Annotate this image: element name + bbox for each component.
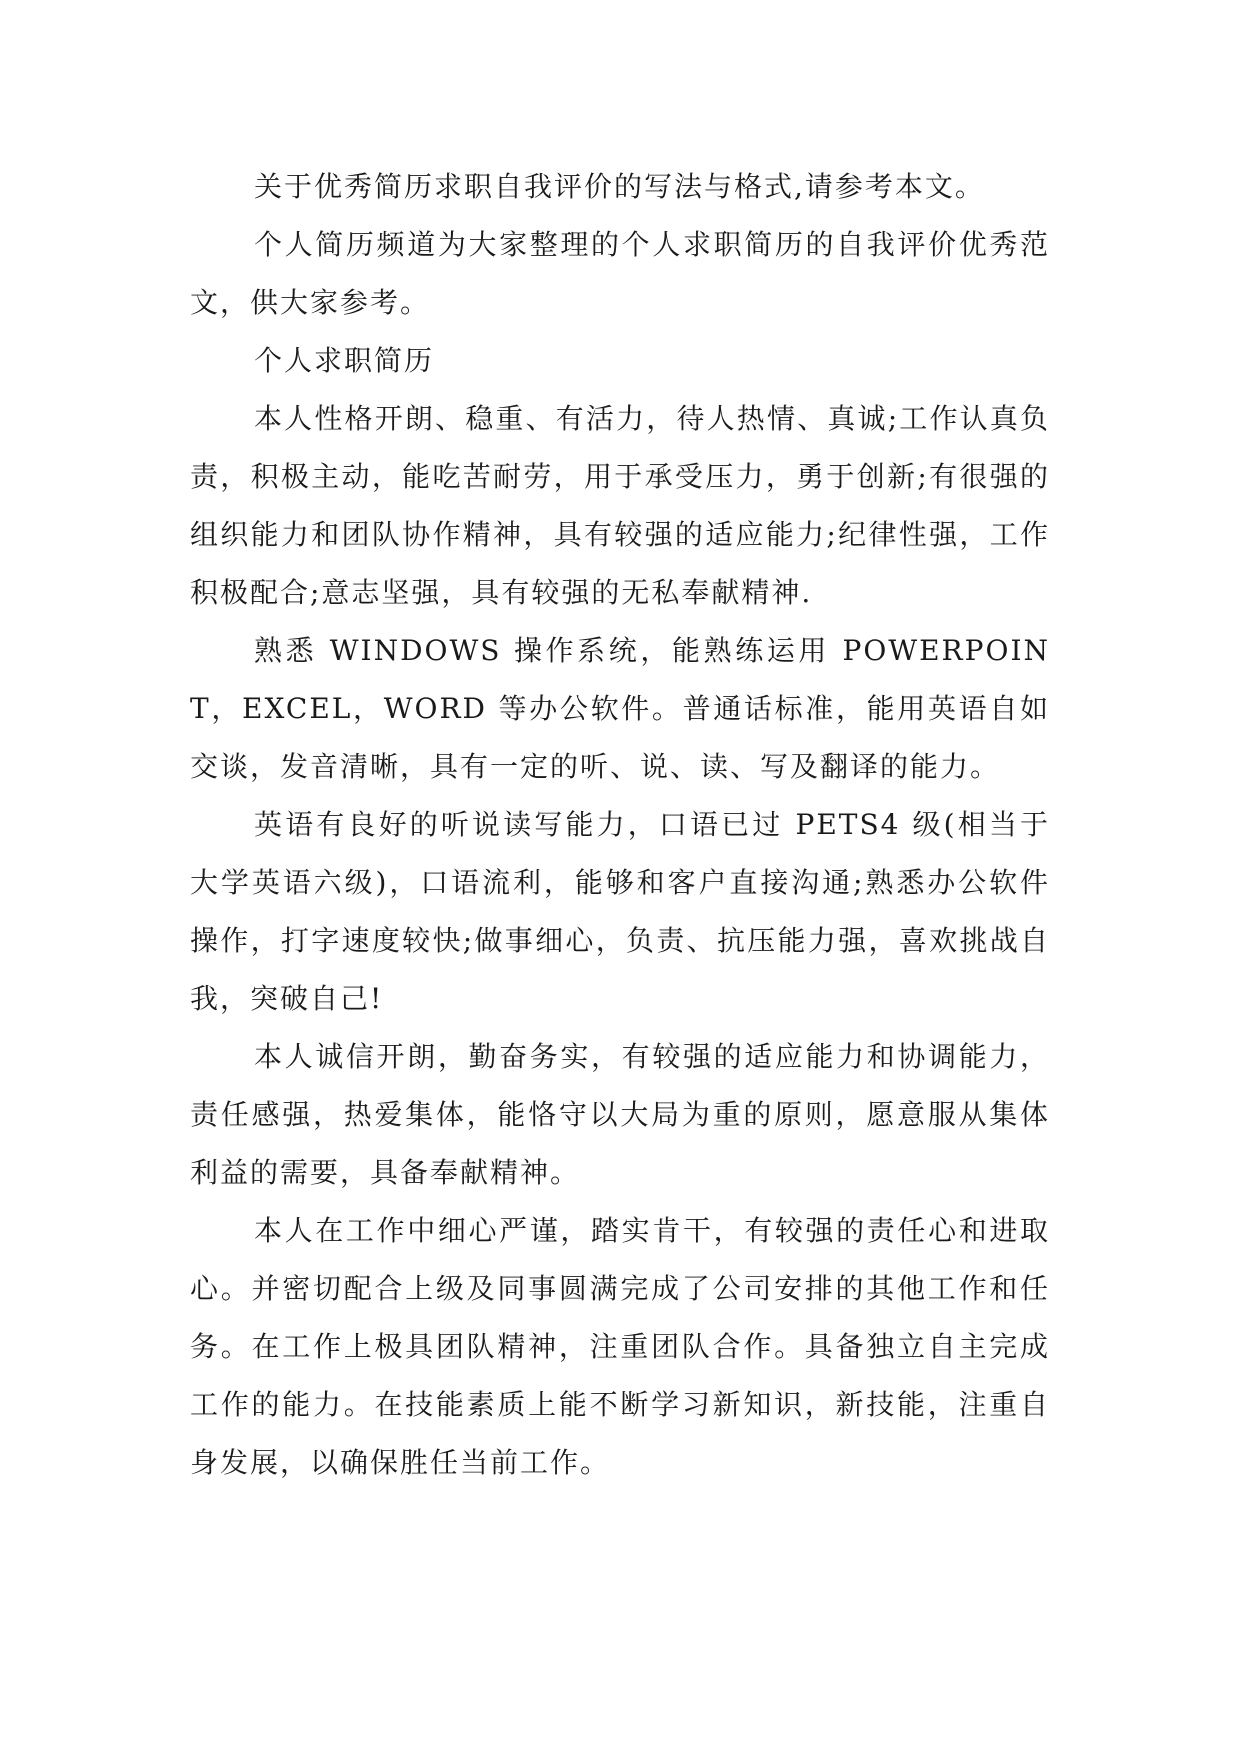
paragraph-personality: 本人性格开朗、稳重、有活力，待人热情、真诚;工作认真负责，积极主动，能吃苦耐劳，用于承受压力，勇于创新;有很强的组织能力和团队协作精神，具有较强的适应能力;纪律性强，工作积极配合;意志坚强，具有较强的无私奉献精神. <box>190 402 1050 609</box>
paragraph-intro: 关于优秀简历求职自我评价的写法与格式,请参考本文。 <box>254 170 985 203</box>
paragraph-character: 本人诚信开朗，勤奋务实，有较强的适应能力和协调能力，责任感强，热爱集体，能恪守以大局为重的原则，愿意服从集体利益的需要，具备奉献精神。 <box>190 1040 1050 1189</box>
paragraph-heading: 个人求职简历 <box>254 344 435 377</box>
document-body <box>190 158 1050 1492</box>
paragraph-english-skills: 英语有良好的听说读写能力，口语已过 PETS4 级(相当于大学英语六级)，口语流利，能够和客户直接沟通;熟悉办公软件操作，打字速度较快;做事细心，负责、抗压能力强，喜欢挑战自我，突破自己! <box>190 808 1050 1015</box>
paragraph-computer-skills: 熟悉 WINDOWS 操作系统，能熟练运用 POWERPOINT，EXCEL，WORD 等办公软件。普通话标准，能用英语自如交谈，发音清晰，具有一定的听、说、读、写及翻译的能力。 <box>190 634 1050 783</box>
paragraph-channel-note: 个人简历频道为大家整理的个人求职简历的自我评价优秀范文，供大家参考。 <box>190 228 1050 319</box>
paragraph-work-attitude: 本人在工作中细心严谨，踏实肯干，有较强的责任心和进取心。并密切配合上级及同事圆满完成了公司安排的其他工作和任务。在工作上极具团队精神，注重团队合作。具备独立自主完成工作的能力。在技能素质上能不断学习新知识，新技能，注重自身发展，以确保胜任当前工作。 <box>190 1214 1050 1479</box>
